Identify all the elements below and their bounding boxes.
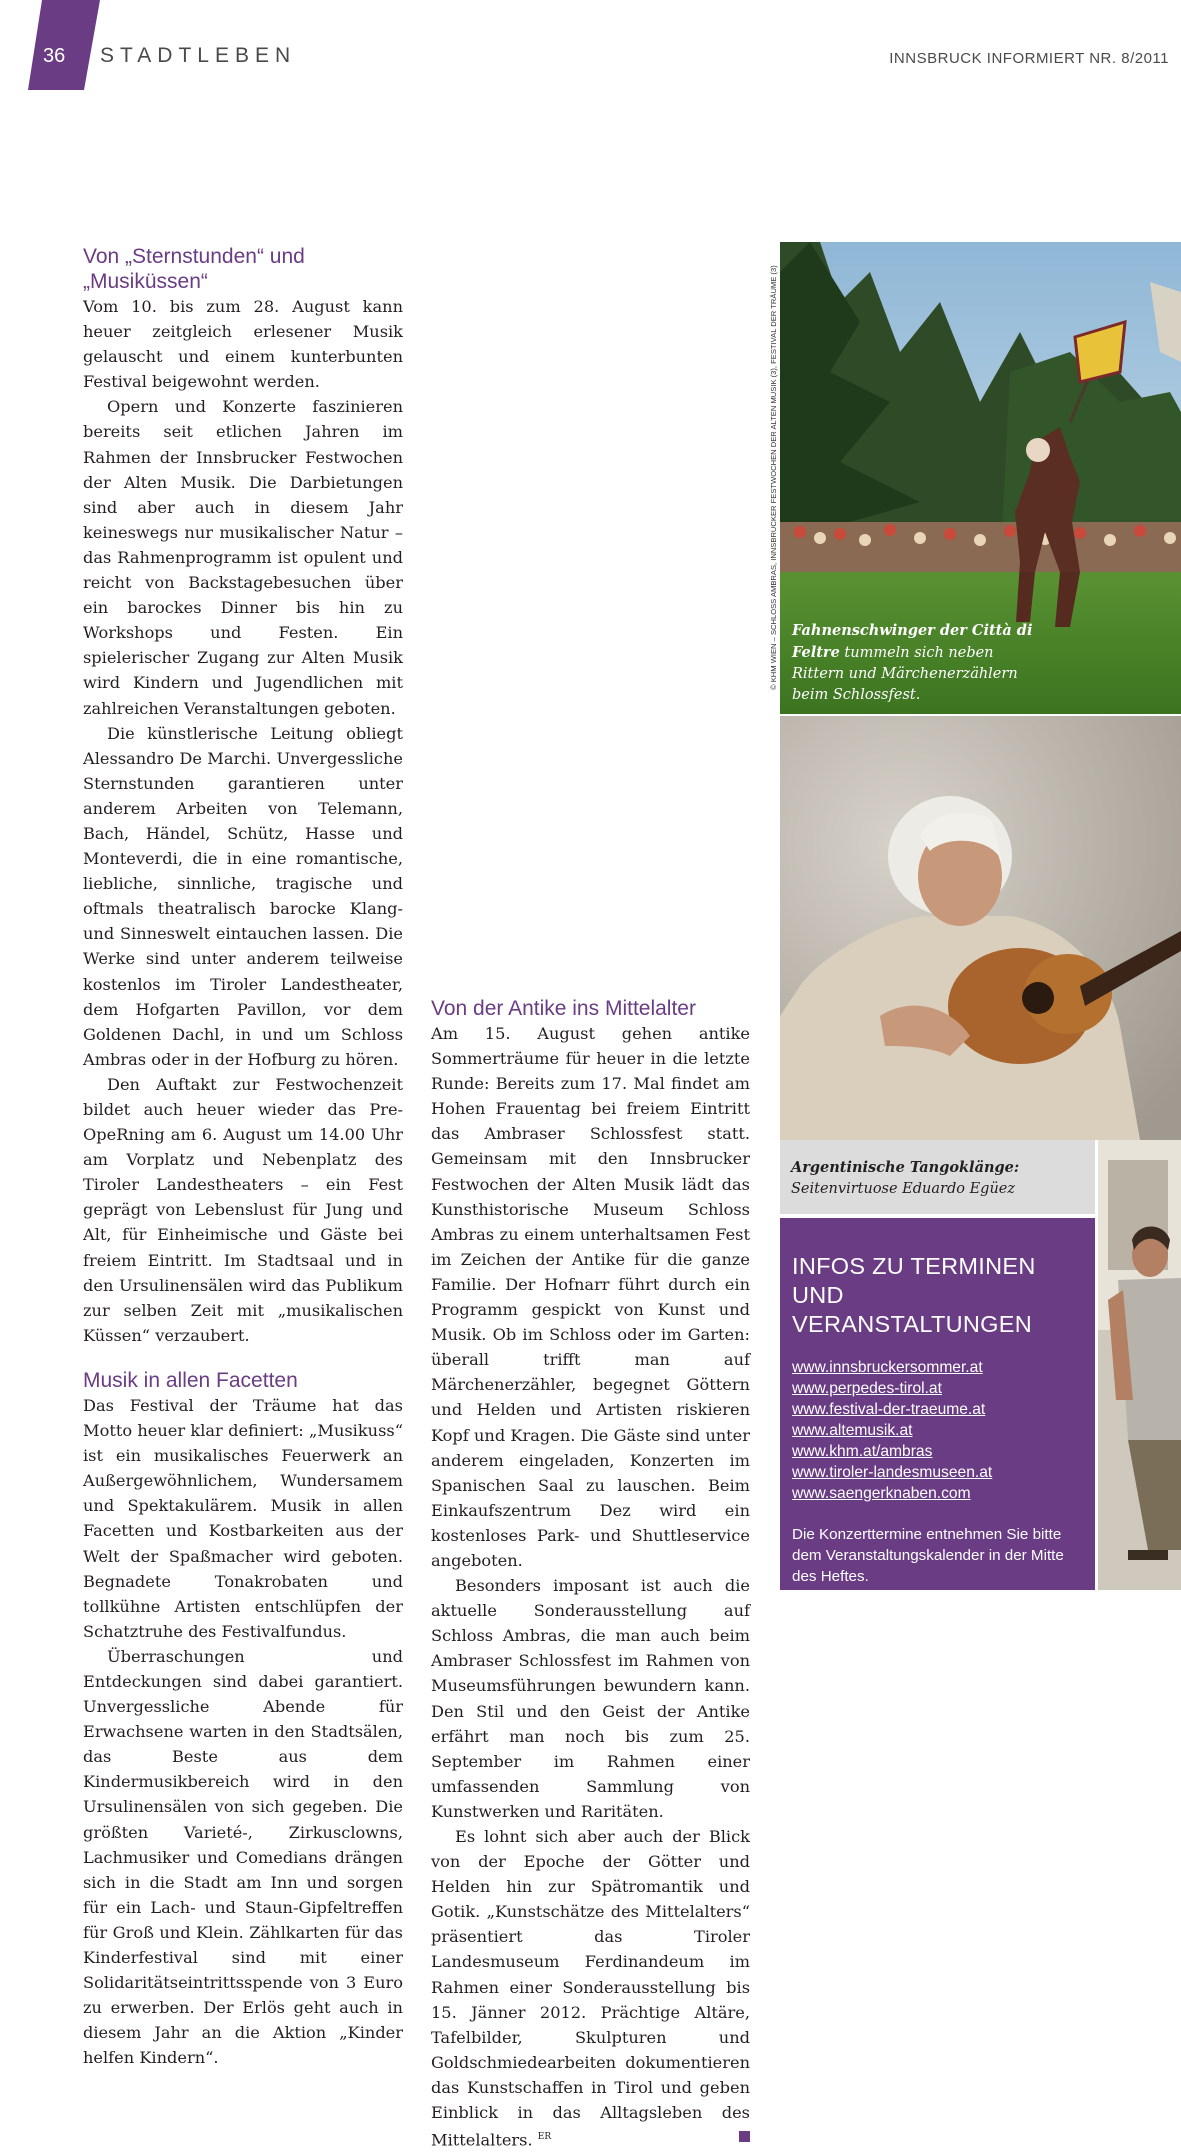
info-box-title: INFOS ZU TERMINEN UND VERANSTALTUNGEN (792, 1253, 1036, 1337)
article-column-2 (431, 996, 750, 2153)
paragraph: Vom 10. bis zum 28. August kann heuer zeitgleich erlesener Musik gelauscht und einem kunterbunten Festival beigewohnt werden. (83, 297, 403, 392)
paragraph: Die künstlerische Leitung obliegt Alessandro De Marchi. Unvergessliche Sternstunden garantieren unter anderem Arbeiten von Telemann, Bach, Händel, Schütz, Hasse und Monteverdi, die in eine romantische, liebliche, sinnliche, tragische und oftmals theatralisch barocke Klang- und Sinneswelt eintauchen lassen. Die Werke sind unter anderem teilweise kostenlos im Tiroler Landestheater, dem Hofgarten Pavillon, vor dem Goldenen Dachl, in und um Schloss Ambras oder in der Hofburg zu hören. (83, 723, 403, 1069)
link-tiroler-landesmuseen[interactable]: www.tiroler-landesmuseen.at (792, 1464, 993, 1481)
info-box (780, 1218, 1095, 1590)
paragraph: Überraschungen und Entdeckungen sind dabei garantiert. Unvergessliche Abende für Erwachsene warten in den Stadtsälen, das Beste aus dem Kindermusikbereich wird in den Ursulinensälen von sich gegeben. Die größten Varieté-, Zirkusclowns, Lachmusiker und Comedians drängen sich in die Stadt am Inn und sorgen für ein Lach- und Staun-Gipfeltreffen für Groß und Klein. Zählkarten für das Kinderfestival sind mit einer Solidaritätseintrittsspende von 3 Euro zu erwerben. Der Erlös geht auch in diesem Jahr an die Aktion „Kinder helfen Kindern“. (83, 1646, 403, 2068)
issue-label: INNSBRUCK INFORMIERT NR. 8/2011 (889, 50, 1169, 67)
link-khm-ambras[interactable]: www.khm.at/ambras (792, 1443, 933, 1460)
section-title: STADTLEBEN (100, 44, 297, 67)
guitarist-photo (780, 716, 1181, 1140)
paragraph: Es lohnt sich aber auch der Blick von der Epoche der Götter und Helden hin zur Spätromantik und Gotik. „Kunstschätze des Mittelalters“ präsentiert das Tiroler Landesmuseum Ferdinandeum im Rahmen einer Sonderausstellung bis 15. Jänner 2012. Prächtige Altäre, Tafelbilder, Skulpturen und Goldschmiedearbeiten dokumentieren das Kunstschaffen in Tirol und geben Einblick in das Alltagsleben des Mittelalters. $^{ER}$ (431, 1827, 750, 2150)
article-column-1 (83, 244, 403, 2070)
end-mark-icon (739, 2131, 750, 2142)
link-saengerknaben[interactable]: www.saengerknaben.com (792, 1485, 971, 1502)
paragraph: Am 15. August gehen antike Sommerträume für heuer in die letzte Runde: Bereits zum 17. Mal findet am Hohen Frauentag bei freiem Eintritt das Ambraser Schlossfest statt. Gemeinsam mit den Innsbrucker Festwochen der Alten Musik lädt das Kunsthistorische Museum Schloss Ambras zu einem unterhaltsamen Fest im Zeichen der Antike für die ganze Familie. Der Hofnarr führt durch ein Programm gespickt von Kunst und Musik. Ob im Schloss oder im Garten: überall trifft man auf Märchenerzähler, begegnet Göttern und Helden und Artisten riskieren Kopf und Kragen. Die Gäste sind unter anderem eingeladen, Konzerten im Spanischen Saal zu lauschen. Beim Einkaufszentrum Dez wird ein kostenloses Park- und Shuttleservice angeboten. (431, 1024, 750, 1570)
author-initials: ER (537, 2132, 552, 2143)
paragraph: Opern und Konzerte faszinieren bereits seit etlichen Jahren im Rahmen der Innsbrucker Festwochen der Alten Musik. Die Darbietungen sind aber auch in diesem Jahr keineswegs nur musikalischer Natur – das Rahmenprogramm ist opulent und reicht von Backstagebesuchen über ein barockes Dinner bis hin zu Workshops und Festen. Ein spielerischer Zugang zur Alten Musik wird Kindern und Jugendlichen mit zahlreichen Veranstaltungen geboten. (83, 397, 403, 718)
heading-antike: Von der Antike ins Mittelalter (431, 997, 696, 1020)
photo-caption-guitarist: Argentinische Tangoklänge: Seitenvirtuose Eduardo Egüez (791, 1159, 1020, 1197)
paragraph: Das Festival der Träume hat das Motto heuer klar definiert: „Musikuss“ ist ein musikalisches Feuerwerk an Außergewöhnlichem, Wundersamem und Spektakulärem. Musik in allen Facetten und Kostbarkeiten aus der Welt der Spaßmacher wird geboten. Begnadete Tonakrobaten und tollkühne Artisten entschlüpfen der Schatztruhe des Festivalfundus. (83, 1395, 403, 1641)
man-photo (1098, 1140, 1181, 1590)
paragraph: Den Auftakt zur Festwochenzeit bildet auch heuer wieder das Pre-OpeRning am 6. August um 14.00 Uhr am Vorplatz und Nebenplatz des Tiroler Landestheaters – ein Fest geprägt von Lebenslust für Jung und Alt, für Einheimische und Gäste bei freiem Eintritt. Im Stadtsaal und in den Ursulinensälen wird das Publikum zur selben Zeit mit „musikalischen Küssen“ verzaubert. (83, 1074, 403, 1345)
heading-musik-facetten: Musik in allen Facetten (83, 1368, 298, 1392)
paragraph: Besonders imposant ist auch die aktuelle Sonderausstellung auf Schloss Ambras, die man auch beim Ambraser Schlossfest im Rahmen von Museumsführungen bewundern kann. Den Stil und den Geist der Antike erfährt man noch bis zum 25. September im Rahmen einer umfassenden Sammlung von Kunstwerken und Raritäten. (431, 1576, 750, 1821)
link-innsbruckersommer[interactable]: www.innsbruckersommer.at (792, 1359, 983, 1376)
info-box-note: Die Konzerttermine entnehmen Sie bitte dem Veranstaltungskalender in der Mitte des Heftes. (792, 1526, 1064, 1585)
photo-credit-text: © KHM WIEN – SCHLOSS AMBRAS, INNSBRUCKER FESTWOCHEN DER ALTEN MUSIK (3), FESTIVAL DER TRÄUME (3) (769, 265, 778, 690)
link-altemusik[interactable]: www.altemusik.at (792, 1422, 913, 1439)
photo-caption-flag-thrower: Fahnenschwinger der Città di Feltre tummeln sich neben Rittern und Märchenerzählern beim Schlossfest. (792, 622, 1033, 703)
heading-sternstunden: Von „Sternstunden“ und „Musiküssen“ (83, 245, 305, 293)
link-perpedes[interactable]: www.perpedes-tirol.at (792, 1380, 942, 1397)
link-festival-der-traeume[interactable]: www.festival-der-traeume.at (792, 1401, 986, 1418)
page-number: 36 (43, 45, 66, 67)
